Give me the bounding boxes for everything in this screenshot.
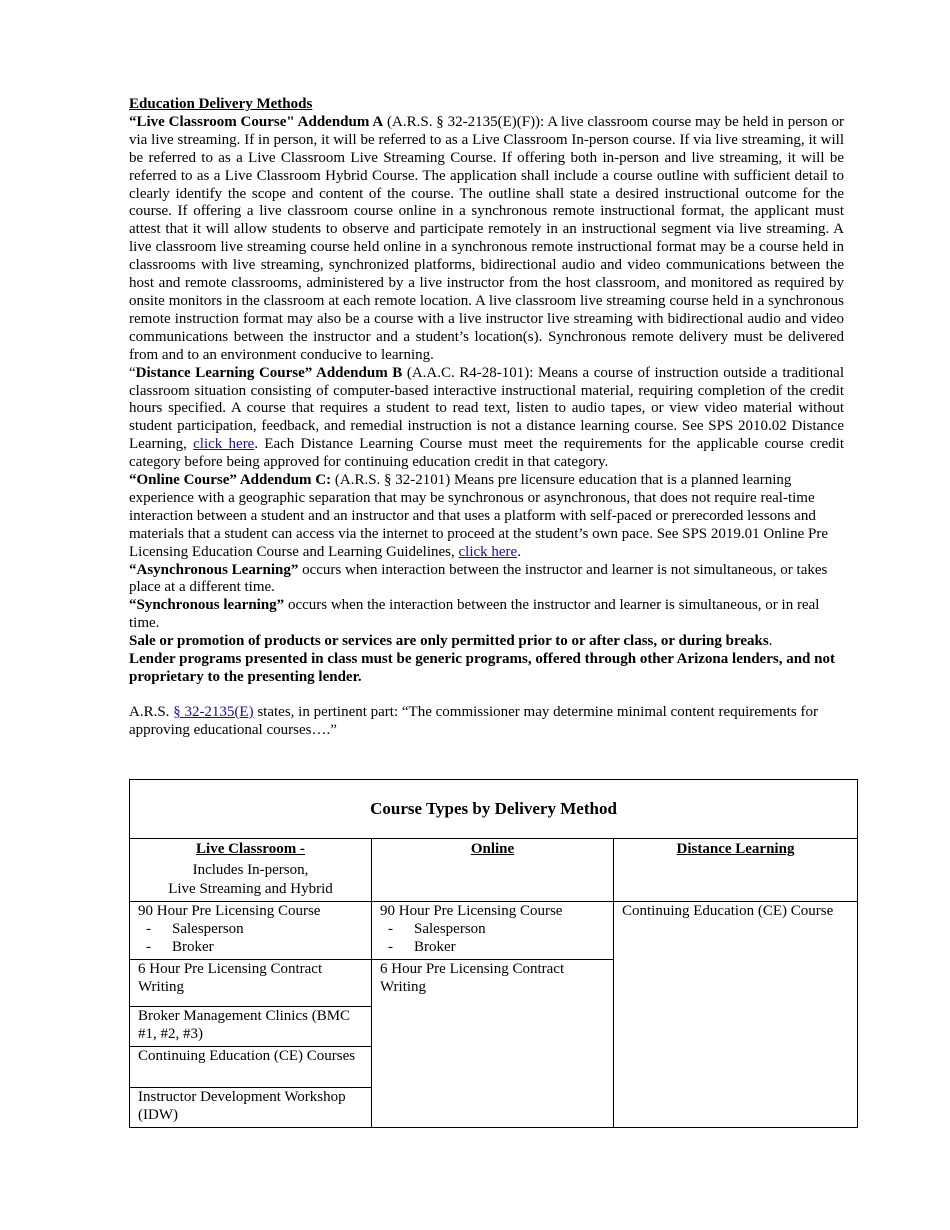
table-cell xyxy=(130,1006,372,1046)
live-row1-title: 90 Hour Pre Licensing Course xyxy=(138,902,321,919)
live-classroom-label: “Live Classroom Course" Addendum A xyxy=(129,113,384,130)
sales-notice-period: . xyxy=(768,633,773,650)
table-cell xyxy=(130,901,372,959)
distance-open-quote: “ xyxy=(129,364,136,381)
live-classroom-sub1: Includes In-person, xyxy=(192,861,309,878)
online-heading: Online xyxy=(470,841,515,857)
synchronous-paragraph xyxy=(129,597,844,633)
live-row1-item-salesperson: Salesperson xyxy=(172,920,244,937)
live-row3: Broker Management Clinics (BMC #1, #2, #3) xyxy=(138,1007,351,1042)
online-course-link[interactable]: click here xyxy=(458,543,518,560)
asynchronous-text: occurs when interaction between the instructor and learner is not simultaneous, or takes place at a different time. xyxy=(129,561,828,596)
live-row2: 6 Hour Pre Licensing Contract Writing xyxy=(138,960,323,995)
course-types-table xyxy=(129,779,858,1128)
online-row1-item-salesperson: Salesperson xyxy=(414,920,486,937)
live-row1-item-broker: Broker xyxy=(172,938,214,955)
online-row1-title: 90 Hour Pre Licensing Course xyxy=(380,902,563,919)
live-classroom-paragraph xyxy=(129,114,844,365)
distance-row1: Continuing Education (CE) Course xyxy=(622,902,834,919)
column-header-online xyxy=(372,839,614,902)
table-title: Course Types by Delivery Method xyxy=(130,780,858,839)
live-classroom-heading: Live Classroom - xyxy=(196,841,305,857)
online-row2: 6 Hour Pre Licensing Contract Writing xyxy=(380,960,565,995)
list-item xyxy=(138,939,363,957)
live-classroom-sub2: Live Streaming and Hybrid xyxy=(168,880,333,897)
ars-note-text: states, in pertinent part: “The commissioner may determine minimal content requirements for approving educational courses….” xyxy=(129,703,819,738)
ars-note-prefix: A.R.S. xyxy=(129,703,174,720)
column-header-distance-learning xyxy=(614,839,858,902)
sales-notice xyxy=(129,633,844,651)
document-body xyxy=(129,96,844,740)
table-cell xyxy=(372,959,614,1127)
section-heading: Education Delivery Methods xyxy=(129,96,313,112)
spacer xyxy=(129,687,844,704)
synchronous-text: occurs when the interaction between the instructor and learner is simultaneous, or in real time. xyxy=(129,597,820,632)
online-course-text-after: . xyxy=(517,543,521,560)
distance-learning-label: Distance Learning Course” Addendum B xyxy=(135,364,403,381)
ars-note-paragraph xyxy=(129,704,844,740)
table-cell xyxy=(614,901,858,1127)
online-row1-item-broker: Broker xyxy=(414,938,456,955)
synchronous-label: “Synchronous learning” xyxy=(129,597,285,614)
distance-learning-link[interactable]: click here xyxy=(193,436,255,453)
online-course-paragraph xyxy=(129,472,844,562)
table-cell xyxy=(130,959,372,1006)
online-course-label: “Online Course” Addendum C: xyxy=(129,472,332,489)
live-classroom-text: (A.R.S. § 32-2135(E)(F)): A live classroom course may be held in person or via live streaming. If in person, it will be referred to as a Live Classroom In-person course. If via live streaming, it will be referred to as a Live Classroom Live Streaming Course. If offering both in-person and live streaming, it will be referred to as a Live Classroom Hybrid Course. The application shall include a course outline with sufficient detail to clearly identify the scope and content of the course. The outline shall state a desired instructional outcome for the course. If offering a live classroom course online in a synchronous remote instructional format, the applicant must attest that it will allow students to observe and participate remotely in an instructional segment via live streaming. A live classroom live streaming course held online in a synchronous remote instructional format may be a course held in classrooms with live streaming, synchronized platforms, bidirectional audio and video communications between the host and remote classrooms, administered by a live instructor from the host classroom, and monitored as required by onsite monitors in the classroom at each remote location. A live classroom live streaming course held in a synchronous remote instruction format may also be a course with a live instructor live streaming with bidirectional audio and video communications between the instructor and a student’s location(s). Synchronous remote delivery must be delivered from and to an environment conducive to learning. xyxy=(129,113,845,363)
online-course-text: (A.R.S. § 32-2101) Means pre licensure education that is a planned learning experience with a geographic separation that may be synchronous or asynchronous, that does not require real-time interaction between a student and an instructor and that uses a platform with self-paced or prerecorded lessons and materials that a student can access via the internet to proceed at the student’s own pace. See SPS 2019.01 Online Pre Licensing Education Course and Learning Guidelines, xyxy=(129,472,828,560)
table-cell xyxy=(130,1087,372,1127)
distance-learning-text: (A.A.C. R4-28-101): Means a course of instruction outside a traditional classroom situation consisting of computer-based interactive instructional material, requiring completion of the credit hours specified. A course that requires a student to read text, listen to audio tapes, or view video material without student participation, feedback, and remedial instruction is not a distance learning course. See SPS 2010.02 Distance Learning, xyxy=(129,364,844,453)
table-cell xyxy=(130,1046,372,1087)
column-header-live-classroom xyxy=(130,839,372,902)
sales-notice-text: Sale or promotion of products or services are only permitted prior to or after class, or during breaks xyxy=(129,633,769,650)
list-item xyxy=(380,939,605,957)
lender-notice: Lender programs presented in class must be generic programs, offered through other Arizona lenders, and not proprietary to the presenting lender. xyxy=(129,651,835,685)
asynchronous-label: “Asynchronous Learning” xyxy=(129,561,299,578)
distance-learning-text-after: . Each Distance Learning Course must meet the requirements for the applicable course credit category before being approved for continuing education credit in that category. xyxy=(129,436,844,471)
list-item xyxy=(138,921,363,939)
ars-statute-link[interactable]: § 32-2135(E) xyxy=(173,703,254,720)
distance-learning-paragraph xyxy=(129,365,844,472)
distance-learning-heading: Distance Learning xyxy=(676,841,795,857)
live-row5: Instructor Development Workshop (IDW) xyxy=(138,1088,346,1123)
list-item xyxy=(380,921,605,939)
asynchronous-paragraph xyxy=(129,562,844,598)
live-row4: Continuing Education (CE) Courses xyxy=(138,1047,356,1064)
table-cell xyxy=(372,901,614,959)
